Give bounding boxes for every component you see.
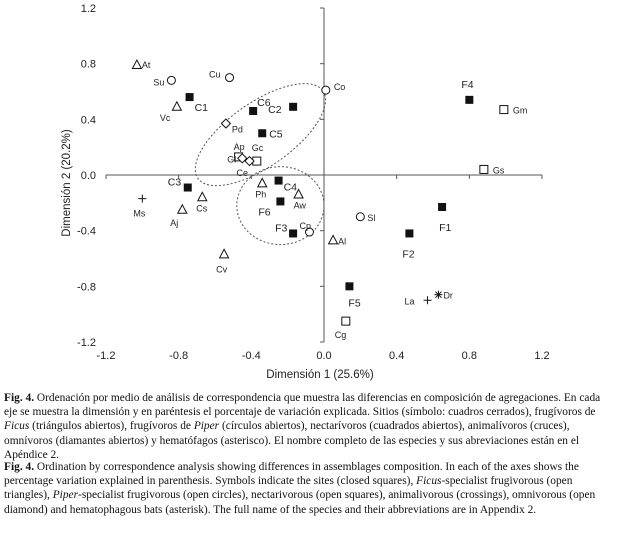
point-label-f2: F2 <box>402 248 415 261</box>
point-label-cp: Cp <box>299 221 311 232</box>
y-tick-label: 0.4 <box>80 114 96 127</box>
point-label-cs: Cs <box>196 203 208 214</box>
site-f4-marker <box>465 96 473 104</box>
species-cv-marker <box>220 249 229 258</box>
site-c5-marker <box>258 129 266 137</box>
point-label-ph: Ph <box>255 189 267 200</box>
point-label-c2: C2 <box>268 103 282 116</box>
caption-en-text-3: -specialist frugivorous (open circles), nectarivorous (open squares), animalivorous (crossings), omnivorous (open diamond) and hematophagous bats (asterisk). The full name of the species and their abbreviations are in Appendix 2. <box>4 489 596 516</box>
point-label-pd: Pd <box>231 124 243 135</box>
point-label-co: Co <box>333 82 346 93</box>
y-tick-label: -0.4 <box>77 225 96 238</box>
species-ph-marker <box>258 178 267 187</box>
caption-english <box>4 460 612 517</box>
point-label-c5: C5 <box>269 128 283 141</box>
y-tick-label: -0.8 <box>77 281 96 294</box>
point-label-f3: F3 <box>275 222 288 235</box>
caption-en-piper: Piper <box>52 489 79 502</box>
point-label-sl: Sl <box>367 212 376 223</box>
caption-es-text-1: Ordenación por medio de análisis de correspondencia que muestra las diferencias en composición de agregaciones. En cada eje se muestra la dimensión y en paréntesis el porcentaje de variación explicada. Sitios (símbolo: cuadros cerrados), frugívoros de <box>4 392 601 419</box>
species-gs-marker <box>480 165 488 173</box>
species-al-marker <box>329 235 338 244</box>
caption-en-label: Fig. 4. <box>4 461 35 473</box>
caption-es-piper: Piper <box>193 420 220 433</box>
y-tick-label: 0.0 <box>80 170 96 182</box>
point-label-c3: C3 <box>167 176 182 189</box>
y-tick-label: 0.8 <box>80 58 96 71</box>
caption-es-ficus: Ficus <box>4 420 30 433</box>
site-f6-marker <box>276 197 284 205</box>
point-label-f1: F1 <box>439 222 452 235</box>
y-axis-label: Dimensión 2 (20.2%) <box>61 129 73 237</box>
y-tick-label: 1.2 <box>80 3 96 15</box>
site-f5-marker <box>345 282 353 290</box>
species-sl-marker <box>356 213 364 221</box>
x-tick-label: -0.8 <box>169 350 189 362</box>
species-aj-marker <box>178 205 187 214</box>
species-la-marker <box>424 296 432 304</box>
point-label-c1: C1 <box>194 102 209 115</box>
point-label-vc: Vc <box>159 112 171 123</box>
caption-en-ficus: Ficus <box>416 475 442 488</box>
caption-es-text-2: (triángulos abiertos), frugívoros de <box>29 420 194 433</box>
site-f2-marker <box>405 229 413 237</box>
site-c1-marker <box>186 93 194 101</box>
point-label-cu: Cu <box>209 69 221 80</box>
site-c6-marker <box>249 107 257 115</box>
x-tick-label: 0.4 <box>389 350 405 362</box>
x-tick-label: 1.2 <box>534 350 550 362</box>
caption-es-text-3: (círculos abiertos), nectarívoros (cuadrados abiertos), animalívoros (cruces), omnívoros (diamantes abiertos) y hematófagos (asterisco). El nombre completo de las especies y sus abreviaciones están en el Apéndice 2. <box>4 420 580 461</box>
site-c3-marker <box>184 184 192 192</box>
caption-spanish <box>4 391 612 462</box>
point-label-ce: Ce <box>236 168 249 179</box>
point-label-gm: Gm <box>512 105 528 116</box>
species-vc-marker <box>172 102 181 111</box>
point-label-aj: Aj <box>170 217 179 228</box>
site-c2-marker <box>289 103 297 111</box>
point-label-f5: F5 <box>348 297 361 310</box>
x-tick-label: -0.4 <box>241 350 261 362</box>
point-label-cv: Cv <box>216 264 228 275</box>
y-tick-label: -1.2 <box>77 337 96 349</box>
point-label-al: Al <box>338 236 347 247</box>
point-label-c4: C4 <box>283 181 298 194</box>
species-gm-marker <box>500 106 508 114</box>
point-label-at: At <box>141 60 151 71</box>
species-pd-marker <box>221 119 230 128</box>
species-cu-marker <box>226 74 234 82</box>
plot-axes <box>77 3 550 362</box>
point-label-gc: Gc <box>251 143 264 154</box>
caption-en-text-2: -specialist frugivorous (open triangles), <box>4 475 573 502</box>
x-axis-label: Dimensión 1 (25.6%) <box>266 369 374 381</box>
point-label-f4: F4 <box>461 78 474 91</box>
site-f1-marker <box>438 203 446 211</box>
caption-es-label: Fig. 4. <box>4 392 35 404</box>
x-tick-label: 0.8 <box>461 350 477 362</box>
point-label-aw: Aw <box>293 200 306 211</box>
point-label-gs: Gs <box>492 165 505 176</box>
point-label-ap: Ap <box>233 141 245 152</box>
site-f3-marker <box>289 229 297 237</box>
point-label-dr: Dr <box>443 290 453 301</box>
species-cs-marker <box>198 192 207 201</box>
site-c4-marker <box>275 177 283 185</box>
x-tick-label: 0.0 <box>316 350 332 362</box>
point-label-f6: F6 <box>258 206 271 219</box>
point-label-la: La <box>404 296 415 307</box>
species-su-marker <box>167 76 175 84</box>
point-label-ms: Ms <box>133 208 146 219</box>
species-at-marker <box>132 60 141 69</box>
x-tick-label: -1.2 <box>96 350 116 362</box>
point-label-su: Su <box>153 77 165 88</box>
caption-en-text-1: Ordination by correspondence analysis showing differences in assemblages composition. In each of the axes shows the percentage variation explained in parenthesis. Symbols indicate the sites (closed squares), <box>4 461 579 488</box>
data-points <box>132 60 527 340</box>
point-label-cg: Cg <box>334 330 347 341</box>
species-dr-marker <box>434 291 442 299</box>
species-co-marker <box>322 86 330 94</box>
species-ms-marker <box>138 195 146 203</box>
point-label-gl: Gl <box>227 154 237 165</box>
species-cg-marker <box>342 317 350 325</box>
point-label-c6: C6 <box>257 96 271 109</box>
